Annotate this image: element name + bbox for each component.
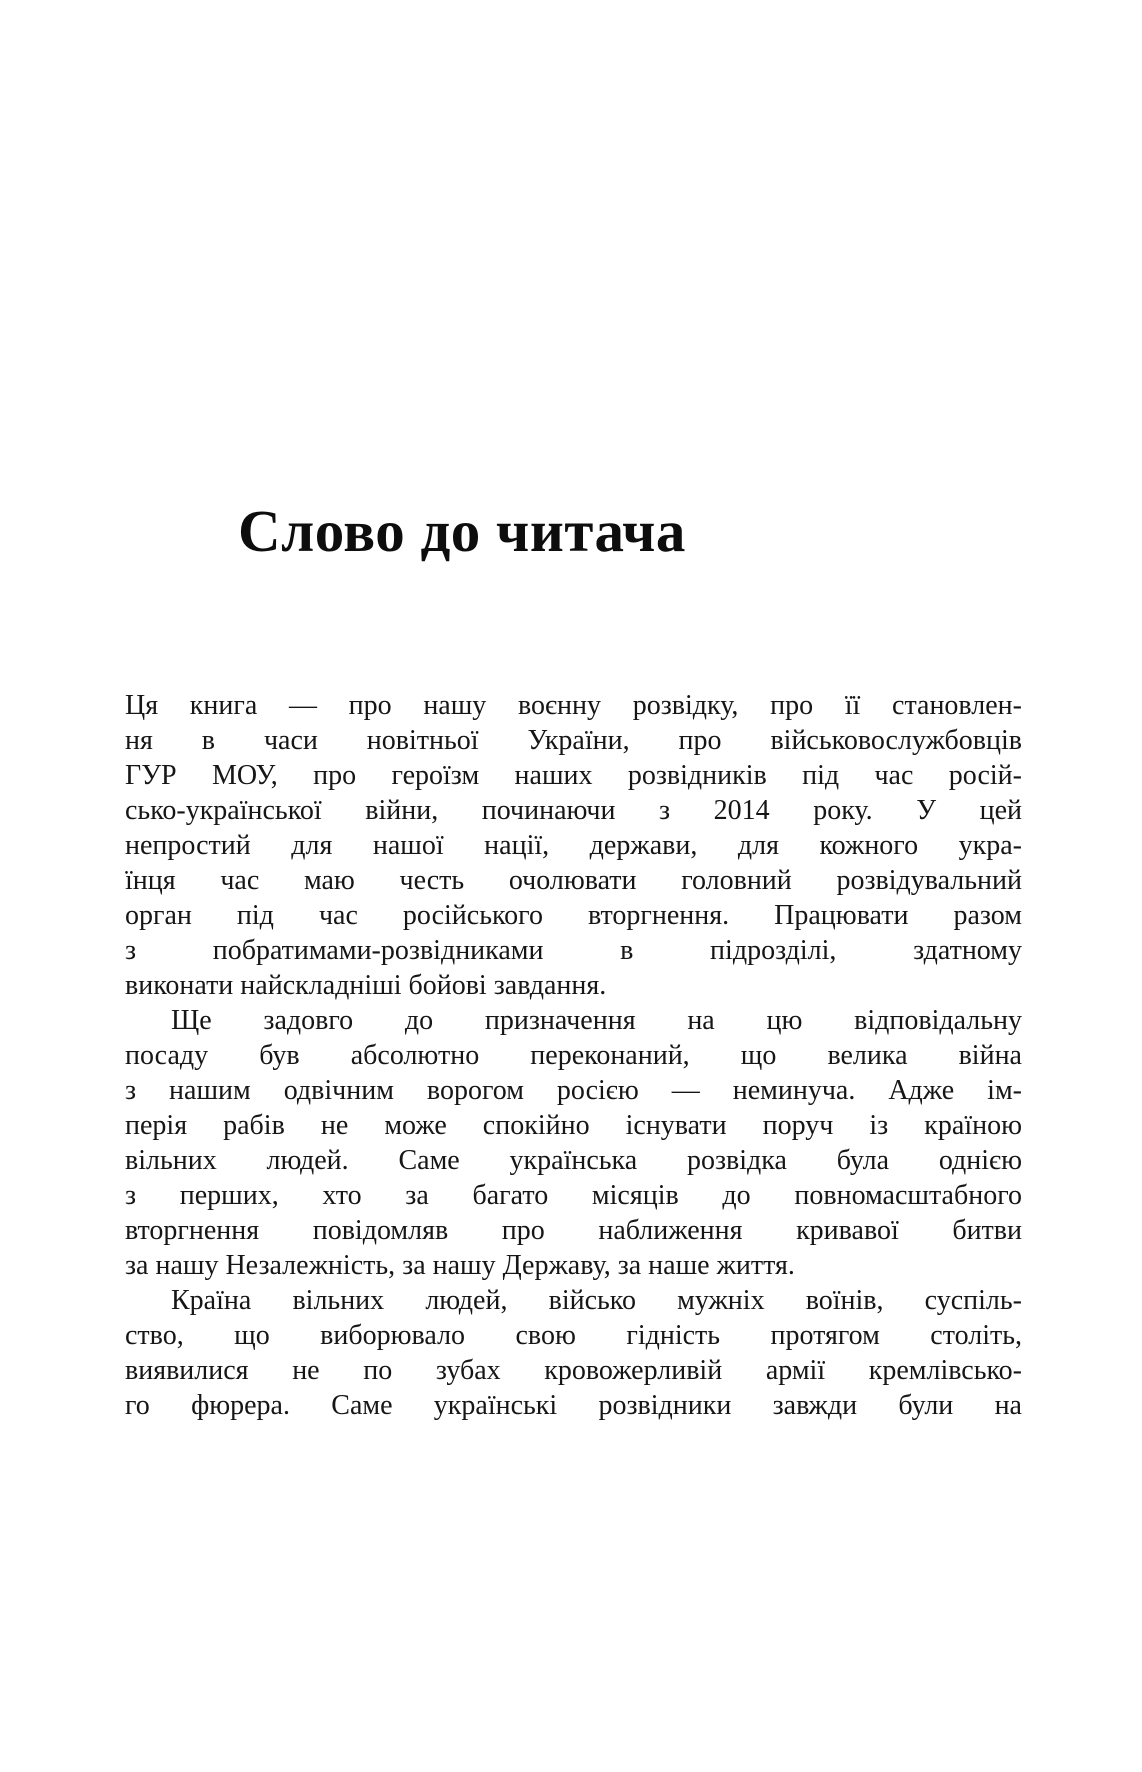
text-line: з нашим одвічним ворогом росією — неминуча. Адже ім-: [125, 1075, 1022, 1106]
text-line: Країна вільних людей, військо мужніх воїнів, суспіль-: [171, 1285, 1022, 1316]
text-line: перія рабів не може спокійно існувати поруч із країною: [125, 1110, 1022, 1141]
text-line: з побратимами-розвідниками в підрозділі, здатному: [125, 935, 1022, 966]
text-line: го фюрера. Саме українські розвідники завжди були на: [125, 1390, 1022, 1421]
paragraph: [125, 1283, 1022, 1423]
chapter-title: Слово до читача: [238, 498, 686, 564]
text-line: вільних людей. Саме українська розвідка була однією: [125, 1145, 1022, 1176]
paragraph: [125, 688, 1022, 1003]
text-line: їнця час маю честь очолювати головний розвідувальний: [125, 865, 1022, 896]
text-line: Ще задовго до призначення на цю відповідальну: [171, 1005, 1022, 1036]
text-line: Ця книга — про нашу воєнну розвідку, про її становлен-: [125, 690, 1022, 721]
paragraph: [125, 1003, 1022, 1283]
text-line: ГУР МОУ, про героїзм наших розвідників під час росій-: [125, 760, 1022, 791]
text-line: виконати найскладніші бойові завдання.: [125, 970, 607, 1001]
text-line: непростий для нашої нації, держави, для кожного укра-: [125, 830, 1022, 861]
text-line: за нашу Незалежність, за нашу Державу, за наше життя.: [125, 1250, 795, 1281]
body-text: [125, 688, 1022, 1423]
text-line: посаду був абсолютно переконаний, що велика війна: [125, 1040, 1022, 1071]
text-line: вторгнення повідомляв про наближення кривавої битви: [125, 1215, 1022, 1246]
text-line: ня в часи новітньої України, про військовослужбовців: [125, 725, 1022, 756]
text-line: сько-української війни, починаючи з 2014 року. У цей: [125, 795, 1022, 826]
text-line: ство, що виборювало свою гідність протягом століть,: [125, 1320, 1022, 1351]
text-line: орган під час російського вторгнення. Працювати разом: [125, 900, 1022, 931]
text-line: виявилися не по зубах кровожерливій армії кремлівсько-: [125, 1355, 1022, 1386]
text-line: з перших, хто за багато місяців до повномасштабного: [125, 1180, 1022, 1211]
